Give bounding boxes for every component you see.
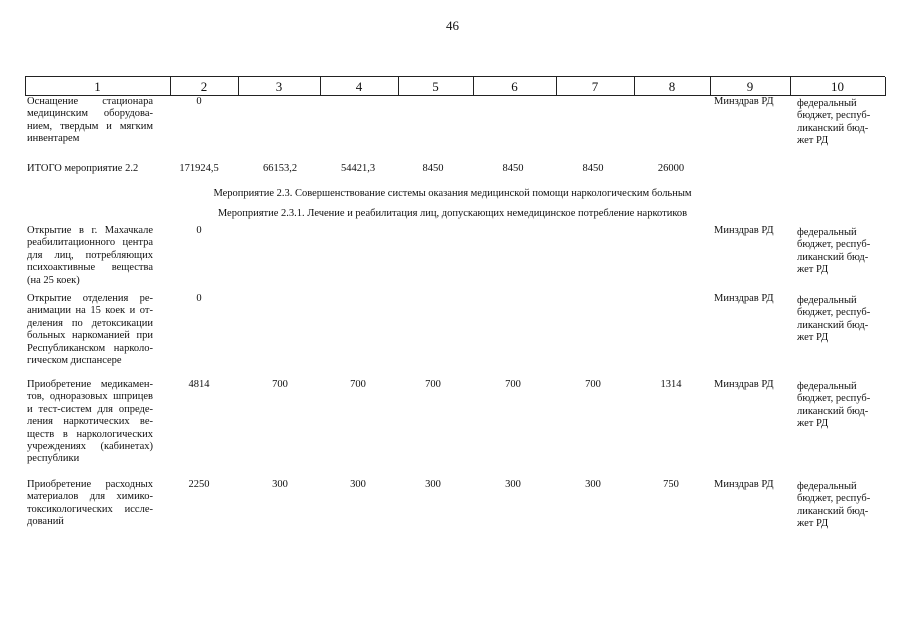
funding-source-line: федеральный: [797, 381, 857, 392]
cell-value: 300: [585, 479, 601, 490]
funding-source-line: ликанский бюд-: [797, 122, 869, 134]
row-description-line: дований: [27, 516, 64, 528]
cell-value: 2250: [188, 479, 210, 490]
cell-value: 300: [272, 479, 288, 490]
row-description-line: психоактивные вещества: [27, 262, 153, 274]
row-description-line: республики: [27, 453, 80, 465]
row-description-line: Открытие в г. Махачкале: [27, 225, 153, 236]
row-description: [27, 163, 153, 175]
row-description-line: Республиканском нарколо-: [27, 342, 153, 354]
funding-source-line: федеральный: [797, 481, 857, 492]
cell-value: 700: [350, 379, 366, 390]
row-executor: Минздрав РД: [714, 225, 774, 236]
cell-value: 0: [196, 96, 202, 107]
row-executor: Минздрав РД: [714, 479, 774, 490]
funding-source-line: жет РД: [797, 418, 829, 430]
funding-source-line: жет РД: [797, 332, 829, 344]
row-description: [27, 225, 153, 287]
column-separator: [25, 77, 26, 96]
cell-value: 26000: [657, 163, 685, 174]
cell-value: 8450: [582, 163, 604, 174]
column-header-4: 4: [355, 79, 363, 94]
row-description-line: Открытие отделения ре-: [27, 293, 153, 304]
funding-source-line: жет РД: [797, 135, 829, 147]
funding-source-line: федеральный: [797, 295, 857, 306]
row-executor: Минздрав РД: [714, 379, 774, 390]
cell-value: 300: [505, 479, 521, 490]
column-header-10: 10: [831, 79, 844, 94]
section-2-3-1-title: Мероприятие 2.3.1. Лечение и реабилитация лиц, допускающих немедицинское потребление наркотиков: [217, 208, 688, 219]
row-description-line: материалов для химико-: [27, 491, 153, 503]
row-description-line: (на 25 коек): [27, 274, 80, 286]
column-separator: [170, 77, 171, 96]
row-description-line: Приобретение медикамен-: [27, 379, 153, 390]
row-description-line: реабилитационного центра: [27, 237, 153, 249]
row-executor: Минздрав РД: [714, 96, 774, 107]
column-header-7: 7: [591, 79, 599, 94]
funding-source-line: бюджет, респуб-: [797, 110, 871, 122]
row-description: [27, 293, 153, 367]
cell-value: 700: [272, 379, 288, 390]
row-description-line: гическом диспансере: [27, 355, 122, 367]
funding-source-line: федеральный: [797, 227, 857, 238]
column-separator: [710, 77, 711, 96]
row-description-line: нием, твердым и мягким: [27, 120, 153, 132]
funding-source-line: бюджет, респуб-: [797, 493, 871, 505]
row-description-line: больных наркоманией при: [27, 330, 153, 342]
column-header-8: 8: [668, 79, 676, 94]
column-separator: [556, 77, 557, 96]
column-separator: [885, 77, 886, 96]
cell-value: 66153,2: [262, 163, 298, 174]
funding-source-line: ликанский бюд-: [797, 251, 869, 263]
row-description-line: и тест-систем для опреде-: [27, 403, 153, 415]
cell-value: 8450: [502, 163, 524, 174]
row-description-line: медицинским оборудова-: [27, 108, 153, 120]
column-header-2: 2: [200, 79, 208, 94]
column-separator: [238, 77, 239, 96]
row-funding-source: [797, 381, 877, 431]
row-description-line: Оснащение стационара: [27, 96, 153, 107]
cell-value: 4814: [188, 379, 210, 390]
row-description-line: тов, одноразовых шприцев: [27, 391, 153, 403]
funding-source-line: жет РД: [797, 518, 829, 530]
funding-source-line: бюджет, респуб-: [797, 239, 871, 251]
page-number: 46: [446, 18, 459, 33]
cell-value: 171924,5: [179, 163, 219, 174]
cell-value: 54421,3: [340, 163, 376, 174]
header-top-rule: [25, 76, 885, 77]
cell-value: 300: [425, 479, 441, 490]
cell-value: 750: [663, 479, 679, 490]
row-description: [27, 379, 153, 466]
column-header-3: 3: [275, 79, 283, 94]
column-header-9: 9: [746, 79, 754, 94]
column-separator: [634, 77, 635, 96]
row-funding-source: [797, 98, 877, 148]
column-separator: [398, 77, 399, 96]
row-description-line: токсикологических иссле-: [27, 503, 153, 515]
cell-value: 8450: [422, 163, 444, 174]
funding-source-line: бюджет, респуб-: [797, 307, 871, 319]
row-funding-source: [797, 227, 877, 277]
column-header-1: 1: [94, 79, 101, 94]
row-executor: Минздрав РД: [714, 293, 774, 304]
row-description: [27, 479, 153, 529]
funding-source-line: жет РД: [797, 264, 829, 276]
column-separator: [320, 77, 321, 96]
column-header-5: 5: [432, 79, 439, 94]
row-description-line: для лиц, потребляющих: [27, 249, 153, 261]
column-header-6: 6: [511, 79, 518, 94]
row-description-line: деления по детоксикации: [27, 317, 153, 329]
cell-value: 300: [350, 479, 366, 490]
cell-value: 0: [196, 225, 202, 236]
cell-value: 700: [425, 379, 441, 390]
funding-source-line: ликанский бюд-: [797, 505, 869, 517]
row-description-line: инвентарем: [27, 133, 80, 145]
funding-source-line: бюджет, респуб-: [797, 393, 871, 405]
row-description-line: ИТОГО мероприятие 2.2: [27, 163, 139, 174]
column-separator: [790, 77, 791, 96]
row-description-line: учреждениях (кабинетах): [27, 441, 153, 453]
row-funding-source: [797, 481, 877, 531]
cell-value: 1314: [660, 379, 682, 390]
row-description-line: ществ в наркологических: [27, 428, 153, 440]
funding-source-line: федеральный: [797, 98, 857, 109]
funding-source-line: ликанский бюд-: [797, 319, 869, 331]
row-description-line: анимации на 15 коек и от-: [27, 305, 153, 317]
column-separator: [473, 77, 474, 96]
row-description-line: Приобретение расходных: [27, 479, 153, 490]
cell-value: 0: [196, 293, 202, 304]
row-description-line: ления наркотических ве-: [27, 416, 153, 428]
cell-value: 700: [585, 379, 601, 390]
cell-value: 700: [505, 379, 521, 390]
section-2-3-title: Мероприятие 2.3. Совершенствование системы оказания медицинской помощи наркологическим больным: [213, 188, 692, 199]
row-funding-source: [797, 295, 877, 345]
funding-source-line: ликанский бюд-: [797, 405, 869, 417]
row-description: [27, 96, 153, 146]
